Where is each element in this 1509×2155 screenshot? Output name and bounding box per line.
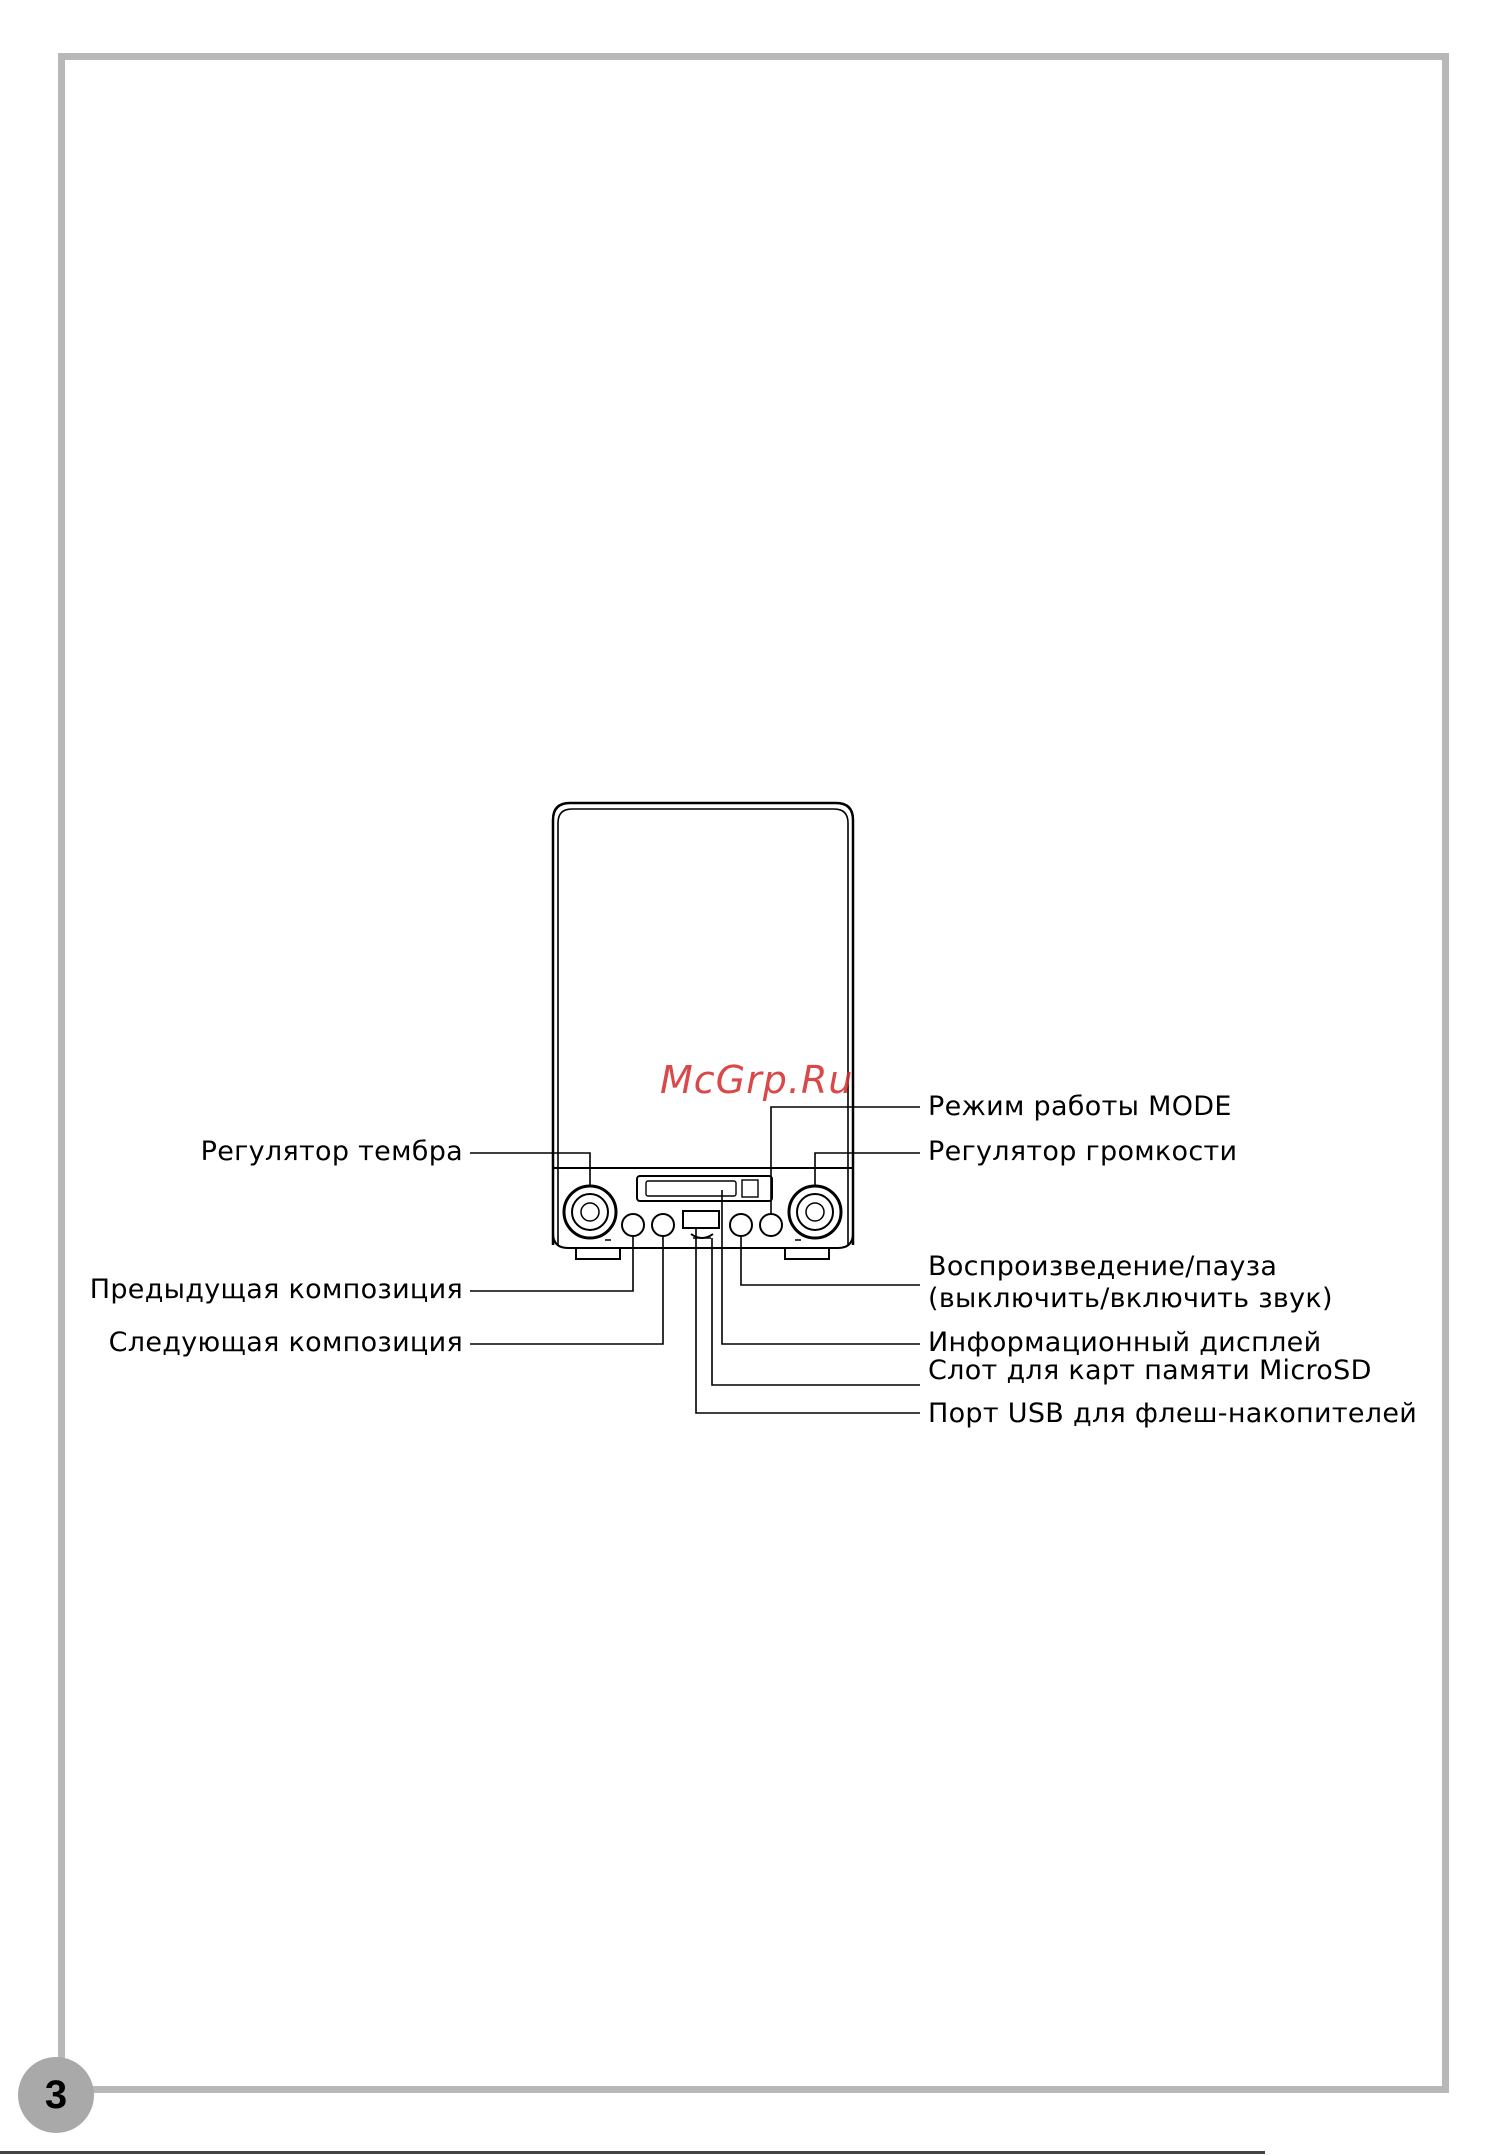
prev-button [622,1214,644,1236]
leader-lines [470,1107,920,1413]
display-label: Информационный дисплей [928,1327,1322,1358]
play-pause-sublabel: (выключить/включить звук) [928,1283,1333,1314]
usb-port [683,1211,719,1228]
tone-label: Регулятор тембра [200,1136,463,1167]
device-foot-left [576,1248,620,1259]
play-pause-button [730,1214,752,1236]
volume-knob-inner [806,1203,824,1221]
microsd-label: Слот для карт памяти MicroSD [928,1355,1372,1386]
device-body [553,803,853,1259]
info-display-icon [742,1180,758,1197]
tone-knob-mid [572,1194,608,1230]
page-number-badge [18,2057,94,2133]
device-foot-right [785,1248,829,1259]
mode-button [760,1214,782,1236]
bottom-rule [0,2151,1265,2154]
tone-knob-inner [581,1203,599,1221]
page-number: 3 [44,2072,68,2117]
prev-leader [470,1236,633,1291]
play-pause-label: Воспроизведение/пауза [928,1251,1278,1282]
usb-label: Порт USB для флеш-накопителей [928,1398,1418,1429]
play-leader [741,1236,920,1285]
volume-leader [815,1153,920,1186]
device-inner-outline [558,809,848,1245]
next-track-label: Следующая композиция [108,1327,463,1358]
watermark-text: McGrp.Ru [660,1058,854,1102]
prev-track-label: Предыдущая композиция [89,1274,463,1305]
next-leader [470,1236,663,1344]
volume-knob-mid [797,1194,833,1230]
microsd-leader [712,1238,920,1385]
next-button [652,1214,674,1236]
tone-leader [470,1153,590,1186]
volume-label: Регулятор громкости [928,1136,1238,1167]
mode-label: Режим работы MODE [928,1091,1232,1122]
display-leader [722,1190,920,1344]
device-outer-outline [553,803,853,1245]
